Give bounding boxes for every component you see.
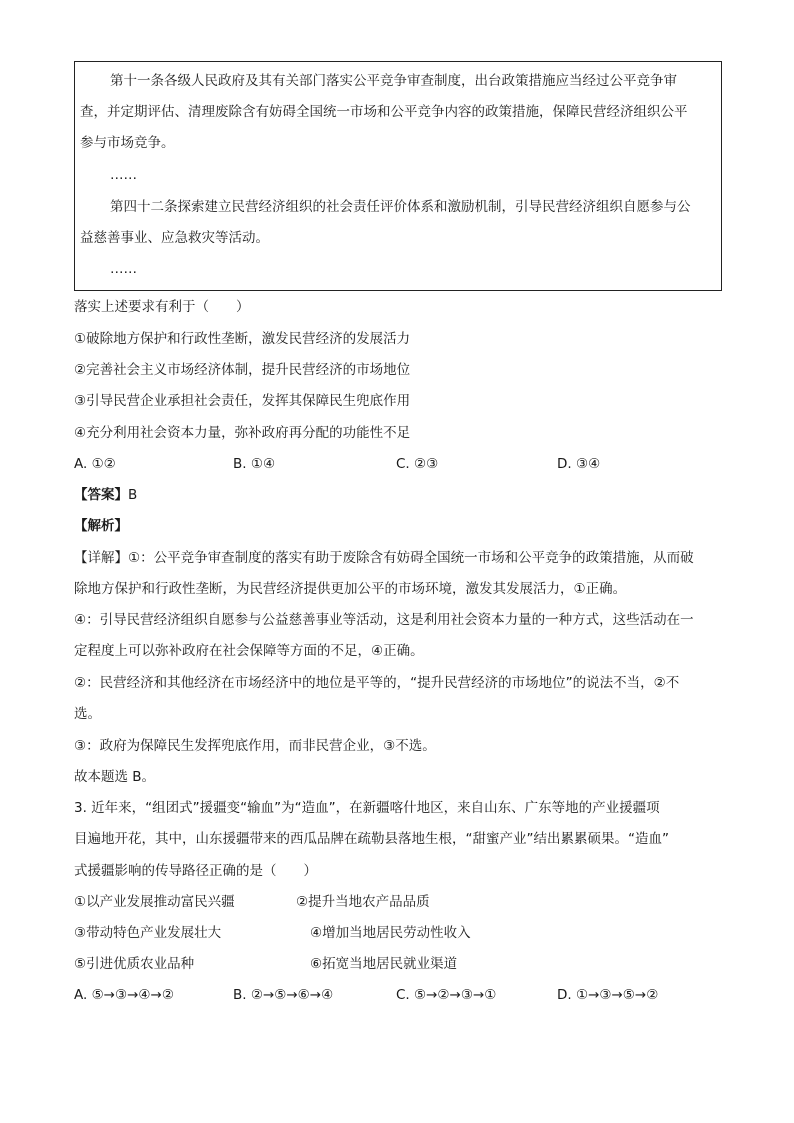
excerpt-p1-line3: 参与市场竞争。 — [80, 135, 175, 151]
analysis-label: 【解析】 — [74, 518, 128, 534]
q3-item-4: ④增加当地居民劳动性收入 — [310, 925, 471, 941]
q2-stem: 落实上述要求有利于（ ） — [74, 299, 250, 315]
answer-label: 【答案】 — [74, 487, 128, 503]
law-excerpt-box — [74, 61, 722, 291]
answer-value: B — [128, 487, 138, 503]
detail-line-2: 除地方保护和行政性垄断，为民营经济提供更加公平的市场环境，激发其发展活力，①正确。 — [74, 581, 627, 597]
q2-statement-4: ④充分利用社会资本力量，弥补政府再分配的功能性不足 — [74, 425, 411, 441]
detail-line-3: ④：引导民营经济组织自愿参与公益慈善事业等活动，这是利用社会资本力量的一种方式，这些活动在一 — [74, 612, 694, 628]
q2-statement-1: ①破除地方保护和行政性垄断，激发民营经济的发展活力 — [74, 331, 411, 347]
excerpt-p2-line1: 第四十二条探索建立民营经济组织的社会责任评价体系和激励机制，引导民营经济组织自愿参与公 — [110, 199, 691, 215]
q2-statement-3: ③引导民营企业承担社会责任，发挥其保障民生兜底作用 — [74, 393, 411, 409]
q3-item-1: ①以产业发展推动富民兴疆 — [74, 894, 235, 910]
q2-option-c: C. ②③ — [396, 456, 439, 472]
q3-option-a: A. ⑤→③→④→② — [74, 987, 174, 1003]
q3-stem-line3: 式援疆影响的传导路径正确的是（ ） — [74, 863, 317, 879]
detail-line-6: 选。 — [74, 706, 101, 722]
q3-option-b: B. ②→⑤→⑥→④ — [233, 987, 334, 1003]
excerpt-p1-line1: 第十一条各级人民政府及其有关部门落实公平竞争审查制度，出台政策措施应当经过公平竞争审 — [110, 73, 677, 89]
detail-line-8: 故本题选 B。 — [74, 769, 156, 785]
detail-line-4: 定程度上可以弥补政府在社会保障等方面的不足，④正确。 — [74, 643, 424, 659]
q3-item-3: ③带动特色产业发展壮大 — [74, 925, 222, 941]
q2-statement-2: ②完善社会主义市场经济体制，提升民营经济的市场地位 — [74, 362, 411, 378]
excerpt-p2-line2: 益慈善事业、应急救灾等活动。 — [80, 230, 269, 246]
q3-item-2: ②提升当地农产品品质 — [296, 894, 430, 910]
q2-option-d: D. ③④ — [557, 456, 601, 472]
q3-stem-line2: 目遍地开花，其中，山东援疆带来的西瓜品牌在疏勒县落地生根，“甜蜜产业”结出累累硕果。“造血” — [74, 831, 669, 847]
excerpt-ellipsis-2: …… — [110, 261, 137, 277]
q2-answer — [74, 486, 137, 504]
q3-option-d: D. ①→③→⑤→② — [557, 987, 659, 1003]
q3-item-5: ⑤引进优质农业品种 — [74, 956, 195, 972]
detail-line-5: ②：民营经济和其他经济在市场经济中的地位是平等的，“提升民营经济的市场地位”的说法不当，②不 — [74, 675, 680, 691]
detail-line-1: 【详解】①：公平竞争审查制度的落实有助于废除含有妨碍全国统一市场和公平竞争的政策措施，从而破 — [74, 550, 694, 566]
detail-line-7: ③：政府为保障民生发挥兜底作用，而非民营企业，③不选。 — [74, 738, 436, 754]
q3-item-6: ⑥拓宽当地居民就业渠道 — [310, 956, 458, 972]
excerpt-p1-line2: 查，并定期评估、清理废除含有妨碍全国统一市场和公平竞争内容的政策措施，保障民营经济组织公平 — [80, 104, 688, 120]
q2-option-b: B. ①④ — [233, 456, 276, 472]
q3-option-c: C. ⑤→②→③→① — [396, 987, 497, 1003]
q3-stem-line1: 3. 近年来，“组团式”援疆变“输血”为“造血”，在新疆喀什地区，来自山东、广东等地的产业援疆项 — [74, 800, 660, 816]
q2-option-a: A. ①② — [74, 456, 116, 472]
excerpt-ellipsis-1: …… — [110, 167, 137, 183]
